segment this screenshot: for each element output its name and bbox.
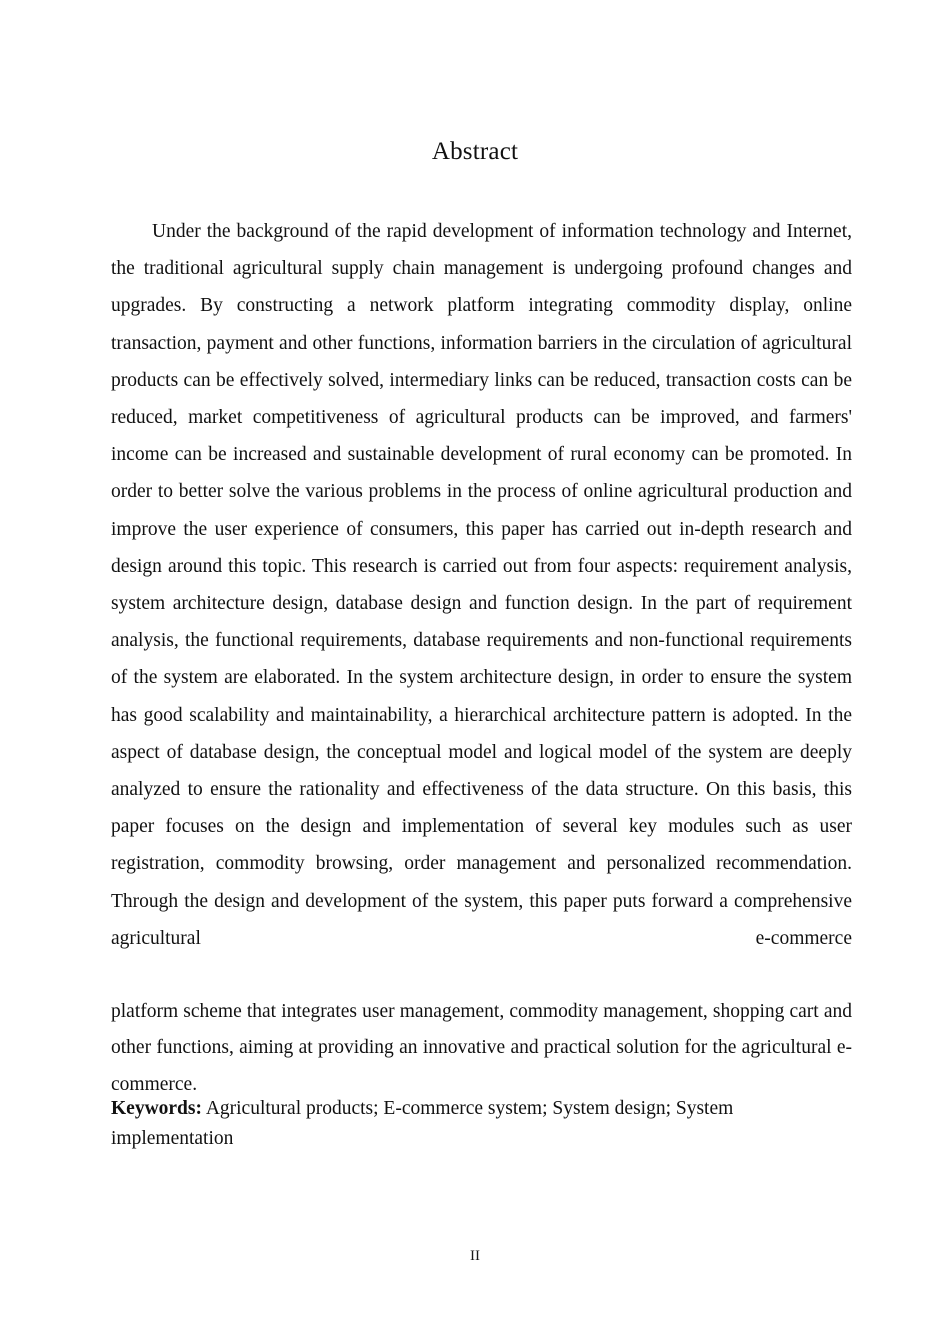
- keywords-line: [111, 1094, 856, 1154]
- abstract-body: [111, 213, 852, 1103]
- abstract-paragraph-continuation: platform scheme that integrates user management, commodity management, shopping cart and other functions, aiming at providing an innovative and practical solution for the agricultural e-commerce.: [111, 1001, 852, 1095]
- page-title: Abstract: [431, 137, 519, 165]
- abstract-paragraph: Under the background of the rapid development of information technology and Internet, the traditional agricultural supply chain management is undergoing profound changes and upgrades. By constructing a network platform integrating commodity display, online transaction, payment and other functions, information barriers in the circulation of agricultural products can be effectively solved, intermediary links can be reduced, transaction costs can be reduced, market competitiveness of agricultural products can be improved, and farmers' income can be increased and sustainable development of rural economy can be promoted. In order to better solve the various problems in the process of online agricultural production and improve the user experience of consumers, this paper has carried out in-depth research and design around this topic. This research is carried out from four aspects: requirement analysis, system architecture design, database design and function design. In the part of requirement analysis, the functional requirements, database requirements and non-functional requirements of the system are elaborated. In the system architecture design, in order to ensure the system has good scalability and maintainability, a hierarchical architecture pattern is adopted. In the aspect of database design, the conceptual model and logical model of the system are deeply analyzed to ensure the rationality and effectiveness of the data structure. On this basis, this paper focuses on the design and implementation of several key modules such as user registration, commodity browsing, order management and personalized recommendation. Through the design and development of the system, this paper puts forward a comprehensive agricultural e-commerce: [111, 221, 852, 949]
- keywords-label: Keywords:: [111, 1097, 202, 1119]
- keywords-value: Agricultural products; E-commerce system; System design; System implementation: [111, 1097, 734, 1149]
- page-number: II: [470, 1248, 480, 1264]
